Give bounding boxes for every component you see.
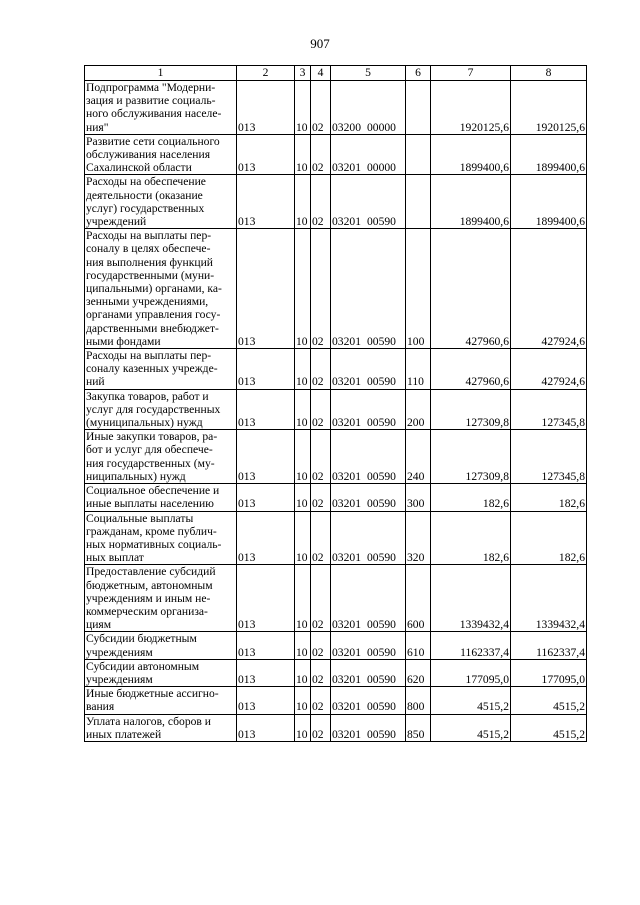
target-article-part2: 00590 [366, 618, 396, 632]
target-article-part2: 00590 [366, 215, 396, 229]
row-name-line: Развитие сети социального [86, 134, 220, 148]
target-article-part1: 03201 [332, 672, 361, 686]
row-name-line: бюджетным, автономным [86, 578, 213, 592]
amount-year-1: 1899400,6 [431, 134, 511, 175]
expense-type-code: 800 [406, 687, 431, 714]
section-code: 10 [295, 389, 311, 430]
table-row [85, 81, 587, 135]
grbs-code: 013 [237, 175, 295, 229]
target-article-code [331, 484, 406, 511]
amount-year-2: 1899400,6 [511, 175, 587, 229]
row-name-line: Подпрограмма "Модерни- [86, 81, 216, 94]
subsection-code: 02 [311, 632, 331, 659]
subsection-code: 02 [311, 229, 331, 349]
row-name-line: ного обслуживания населе- [86, 107, 222, 121]
amount-year-1: 182,6 [431, 484, 511, 511]
row-name-line: государственными (муни- [86, 268, 215, 282]
row-name-line: ными фондами [86, 334, 161, 348]
row-name-line: учреждениям и иным не- [86, 591, 211, 605]
row-name-cell [85, 175, 237, 229]
target-article-code [331, 511, 406, 565]
target-article-code [331, 389, 406, 430]
section-code: 10 [295, 659, 311, 686]
target-article-code [331, 134, 406, 175]
subsection-code: 02 [311, 484, 331, 511]
row-name-line: вания [86, 700, 115, 714]
table-row [85, 175, 587, 229]
section-code: 10 [295, 632, 311, 659]
subsection-code: 02 [311, 349, 331, 390]
row-name-line: Субсидии автономным [86, 659, 200, 673]
table-row [85, 134, 587, 175]
row-name-line: ных выплат [86, 551, 144, 565]
grbs-code: 013 [237, 714, 295, 741]
subsection-code: 02 [311, 565, 331, 632]
amount-year-2: 182,6 [511, 484, 587, 511]
row-name-line: Закупка товаров, работ и [86, 389, 209, 403]
table-body [85, 81, 587, 742]
grbs-code: 013 [237, 134, 295, 175]
row-name-line: ния государственных (му- [86, 456, 215, 470]
target-article-part1: 03201 [332, 375, 361, 389]
budget-table [84, 65, 587, 742]
table-row [85, 349, 587, 390]
row-name-line: учреждениям [86, 672, 153, 686]
expense-type-code: 600 [406, 565, 431, 632]
section-code: 10 [295, 134, 311, 175]
row-name-cell [85, 389, 237, 430]
target-article-part1: 03201 [332, 215, 361, 229]
amount-year-1: 1162337,4 [431, 632, 511, 659]
row-name-cell [85, 632, 237, 659]
section-code: 10 [295, 687, 311, 714]
target-article-part2: 00000 [366, 161, 396, 175]
section-code: 10 [295, 484, 311, 511]
section-code: 10 [295, 714, 311, 741]
row-name-line: зенными учреждениями, [86, 295, 209, 309]
target-article-part2: 00590 [366, 700, 396, 714]
section-code: 10 [295, 175, 311, 229]
subsection-code: 02 [311, 81, 331, 135]
amount-year-2: 4515,2 [511, 687, 587, 714]
row-name-line: Уплата налогов, сборов и [86, 714, 212, 728]
grbs-code: 013 [237, 229, 295, 349]
expense-type-code: 240 [406, 430, 431, 484]
amount-year-1: 1339432,4 [431, 565, 511, 632]
amount-year-2: 427924,6 [511, 349, 587, 390]
expense-type-code [406, 175, 431, 229]
amount-year-2: 4515,2 [511, 714, 587, 741]
amount-year-1: 127309,8 [431, 430, 511, 484]
target-article-code [331, 81, 406, 135]
section-code: 10 [295, 511, 311, 565]
target-article-part2: 00590 [366, 497, 396, 511]
table-row [85, 632, 587, 659]
row-name-line: иных платежей [86, 727, 162, 741]
row-name-line: (муниципальных) нужд [86, 416, 203, 430]
row-name-line: Иные бюджетные ассигно- [86, 687, 219, 701]
subsection-code: 02 [311, 175, 331, 229]
target-article-part2: 00000 [366, 120, 396, 134]
row-name-line: гражданам, кроме публич- [86, 524, 217, 538]
row-name-line: циям [86, 618, 112, 632]
expense-type-code [406, 134, 431, 175]
row-name-line: услуг) государственных [86, 201, 205, 215]
amount-year-1: 4515,2 [431, 687, 511, 714]
target-article-part2: 00590 [366, 334, 396, 348]
amount-year-2: 1920125,6 [511, 81, 587, 135]
table-row [85, 229, 587, 349]
header-col-2: 2 [237, 66, 295, 81]
row-name-line: Расходы на выплаты пер- [86, 349, 212, 363]
row-name-line: Социальные выплаты [86, 511, 194, 525]
target-article-code [331, 659, 406, 686]
table-row [85, 565, 587, 632]
target-article-code [331, 229, 406, 349]
amount-year-2: 1162337,4 [511, 632, 587, 659]
target-article-part2: 00590 [366, 672, 396, 686]
page-number: 907 [310, 36, 330, 51]
subsection-code: 02 [311, 389, 331, 430]
amount-year-2: 177095,0 [511, 659, 587, 686]
target-article-part1: 03201 [332, 161, 361, 175]
row-name-line: ципальными) органами, ка- [86, 282, 222, 296]
row-name-line: Расходы на обеспечение [86, 175, 206, 189]
grbs-code: 013 [237, 349, 295, 390]
grbs-code: 013 [237, 81, 295, 135]
row-name-cell [85, 484, 237, 511]
table-row [85, 714, 587, 741]
row-name-line: соналу в целях обеспече- [86, 242, 211, 256]
row-name-line: ния" [86, 120, 109, 134]
row-name-line: ния выполнения функций [86, 255, 213, 269]
row-name-line: коммерческим организа- [86, 604, 208, 618]
header-col-1: 1 [85, 66, 237, 81]
row-name-cell [85, 349, 237, 390]
target-article-part1: 03201 [332, 618, 361, 632]
header-col-4: 4 [311, 66, 331, 81]
amount-year-1: 427960,6 [431, 229, 511, 349]
amount-year-2: 427924,6 [511, 229, 587, 349]
target-article-code [331, 430, 406, 484]
target-article-code [331, 714, 406, 741]
expense-type-code: 850 [406, 714, 431, 741]
row-name-line: Субсидии бюджетным [86, 632, 197, 646]
header-col-8: 8 [511, 66, 587, 81]
amount-year-1: 127309,8 [431, 389, 511, 430]
row-name-cell [85, 714, 237, 741]
header-col-7: 7 [431, 66, 511, 81]
section-code: 10 [295, 565, 311, 632]
amount-year-2: 127345,8 [511, 389, 587, 430]
expense-type-code [406, 81, 431, 135]
row-name-line: Предоставление субсидий [86, 565, 216, 579]
expense-type-code: 100 [406, 229, 431, 349]
amount-year-1: 4515,2 [431, 714, 511, 741]
target-article-code [331, 175, 406, 229]
subsection-code: 02 [311, 134, 331, 175]
expense-type-code: 110 [406, 349, 431, 390]
row-name-cell [85, 659, 237, 686]
row-name-line: Социальное обеспечение и [86, 484, 220, 498]
target-article-code [331, 349, 406, 390]
row-name-line: обслуживания населения [86, 148, 211, 162]
row-name-line: Расходы на выплаты пер- [86, 229, 212, 243]
row-name-cell [85, 229, 237, 349]
target-article-part1: 03201 [332, 497, 361, 511]
grbs-code: 013 [237, 565, 295, 632]
expense-type-code: 320 [406, 511, 431, 565]
expense-type-code: 610 [406, 632, 431, 659]
amount-year-2: 1899400,6 [511, 134, 587, 175]
row-name-cell [85, 687, 237, 714]
target-article-part2: 00590 [366, 416, 396, 430]
row-name-line: ниципальных) нужд [86, 469, 186, 483]
target-article-part2: 00590 [366, 375, 396, 389]
amount-year-1: 1899400,6 [431, 175, 511, 229]
grbs-code: 013 [237, 632, 295, 659]
subsection-code: 02 [311, 430, 331, 484]
table-row [85, 430, 587, 484]
header-row [85, 66, 587, 81]
table-row [85, 389, 587, 430]
target-article-part2: 00590 [366, 645, 396, 659]
amount-year-1: 1920125,6 [431, 81, 511, 135]
target-article-part1: 03201 [332, 727, 361, 741]
header-col-3: 3 [295, 66, 311, 81]
row-name-line: дарственными внебюджет- [86, 321, 219, 335]
grbs-code: 013 [237, 511, 295, 565]
grbs-code: 013 [237, 687, 295, 714]
row-name-cell [85, 134, 237, 175]
table-row [85, 687, 587, 714]
expense-type-code: 200 [406, 389, 431, 430]
expense-type-code: 300 [406, 484, 431, 511]
subsection-code: 02 [311, 659, 331, 686]
section-code: 10 [295, 229, 311, 349]
row-name-line: бот и услуг для обеспече- [86, 443, 213, 457]
row-name-line: органами управления госу- [86, 308, 221, 322]
target-article-part1: 03201 [332, 551, 361, 565]
grbs-code: 013 [237, 430, 295, 484]
header-col-5: 5 [331, 66, 406, 81]
row-name-line: Иные закупки товаров, ра- [86, 430, 218, 444]
row-name-line: ных нормативных социаль- [86, 537, 222, 551]
row-name-line: учреждениям [86, 645, 153, 659]
target-article-part2: 00590 [366, 469, 396, 483]
grbs-code: 013 [237, 389, 295, 430]
grbs-code: 013 [237, 484, 295, 511]
target-article-part1: 03201 [332, 334, 361, 348]
target-article-part1: 03201 [332, 469, 361, 483]
row-name-cell [85, 511, 237, 565]
section-code: 10 [295, 81, 311, 135]
table-row [85, 484, 587, 511]
target-article-part1: 03201 [332, 645, 361, 659]
grbs-code: 013 [237, 659, 295, 686]
row-name-line: соналу казенных учрежде- [86, 362, 218, 376]
target-article-code [331, 565, 406, 632]
target-article-part1: 03201 [332, 700, 361, 714]
row-name-line: иные выплаты населению [86, 497, 214, 511]
amount-year-2: 1339432,4 [511, 565, 587, 632]
section-code: 10 [295, 430, 311, 484]
row-name-cell [85, 81, 237, 135]
amount-year-2: 182,6 [511, 511, 587, 565]
expense-type-code: 620 [406, 659, 431, 686]
row-name-line: ний [86, 375, 105, 389]
row-name-line: учреждений [86, 215, 147, 229]
target-article-part2: 00590 [366, 727, 396, 741]
table-row [85, 511, 587, 565]
amount-year-1: 182,6 [431, 511, 511, 565]
target-article-part1: 03201 [332, 416, 361, 430]
target-article-code [331, 687, 406, 714]
target-article-part2: 00590 [366, 551, 396, 565]
subsection-code: 02 [311, 714, 331, 741]
amount-year-1: 427960,6 [431, 349, 511, 390]
row-name-line: деятельности (оказание [86, 188, 203, 202]
row-name-cell [85, 565, 237, 632]
header-col-6: 6 [406, 66, 431, 81]
subsection-code: 02 [311, 511, 331, 565]
row-name-line: Сахалинской области [86, 161, 192, 175]
amount-year-1: 177095,0 [431, 659, 511, 686]
section-code: 10 [295, 349, 311, 390]
target-article-part1: 03200 [332, 120, 361, 134]
row-name-line: зация и развитие социаль- [86, 94, 216, 108]
amount-year-2: 127345,8 [511, 430, 587, 484]
target-article-code [331, 632, 406, 659]
row-name-line: услуг для государственных [86, 402, 221, 416]
table-row [85, 659, 587, 686]
subsection-code: 02 [311, 687, 331, 714]
row-name-cell [85, 430, 237, 484]
